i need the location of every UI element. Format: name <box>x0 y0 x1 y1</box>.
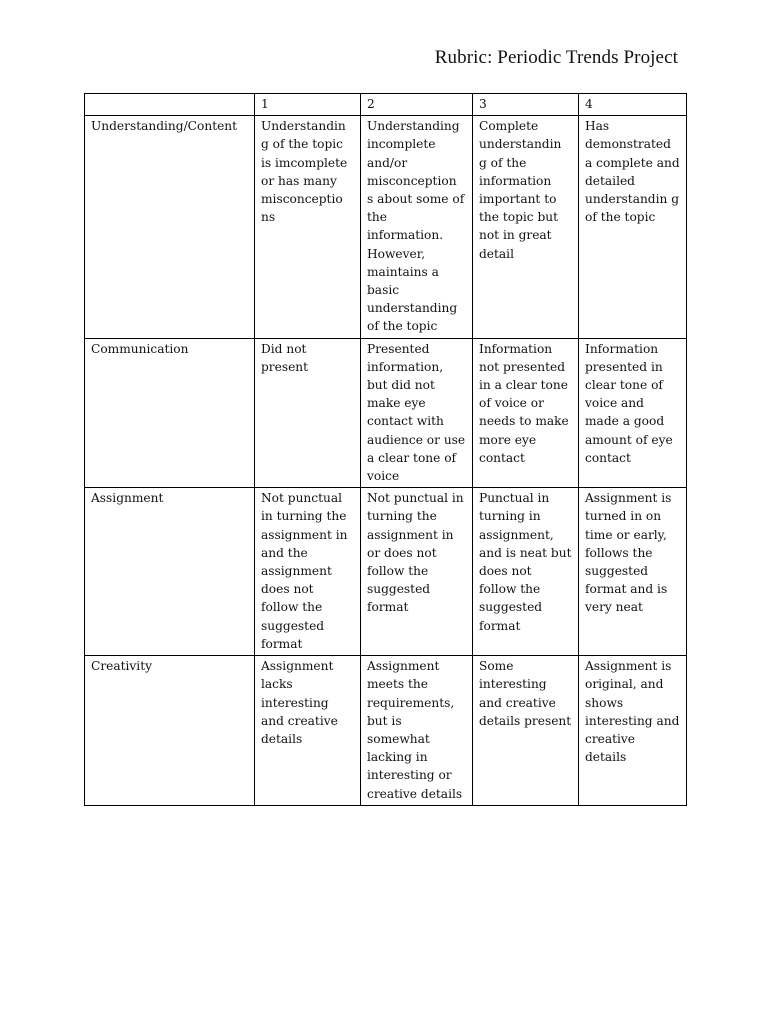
rubric-row-assignment <box>85 488 687 656</box>
rubric-table <box>84 93 687 806</box>
rubric-cell-score-2: Assignment meets the requirements, but is somewhat lacking in interesting or creative details <box>361 656 473 806</box>
criterion-label: Assignment <box>85 488 255 656</box>
rubric-cell-score-2: Understanding incomplete and/or misconception s about some of the information. However, maintains a basic understanding of the topic <box>361 116 473 338</box>
rubric-cell-score-4: Assignment is original, and shows interesting and creative details <box>579 656 687 806</box>
rubric-cell-score-1: Not punctual in turning the assignment in and the assignment does not follow the suggested format <box>255 488 361 656</box>
header-cell-criterion <box>85 94 255 116</box>
header-cell-score-1: 1 <box>255 94 361 116</box>
rubric-row-creativity <box>85 656 687 806</box>
rubric-row-understanding <box>85 116 687 338</box>
criterion-label: Creativity <box>85 656 255 806</box>
rubric-cell-score-4: Has demonstrated a complete and detailed understandin g of the topic <box>579 116 687 338</box>
header-cell-score-3: 3 <box>473 94 579 116</box>
rubric-header-row <box>85 94 687 116</box>
rubric-cell-score-1: Assignment lacks interesting and creative details <box>255 656 361 806</box>
rubric-cell-score-1: Did not present <box>255 338 361 488</box>
rubric-cell-score-4: Assignment is turned in on time or early, follows the suggested format and is very neat <box>579 488 687 656</box>
rubric-cell-score-2: Not punctual in turning the assignment in or does not follow the suggested format <box>361 488 473 656</box>
rubric-cell-score-2: Presented information, but did not make eye contact with audience or use a clear tone of voice <box>361 338 473 488</box>
criterion-label: Communication <box>85 338 255 488</box>
rubric-cell-score-4: Information presented in clear tone of voice and made a good amount of eye contact <box>579 338 687 488</box>
header-cell-score-2: 2 <box>361 94 473 116</box>
criterion-label: Understanding/Content <box>85 116 255 338</box>
header-cell-score-4: 4 <box>579 94 687 116</box>
page-title: Rubric: Periodic Trends Project <box>434 47 678 68</box>
rubric-cell-score-3: Some interesting and creative details present <box>473 656 579 806</box>
rubric-cell-score-3: Complete understandin g of the information important to the topic but not in great detail <box>473 116 579 338</box>
rubric-cell-score-1: Understandin g of the topic is imcomplete or has many misconceptio ns <box>255 116 361 338</box>
rubric-row-communication <box>85 338 687 488</box>
rubric-cell-score-3: Information not presented in a clear tone of voice or needs to make more eye contact <box>473 338 579 488</box>
rubric-cell-score-3: Punctual in turning in assignment, and is neat but does not follow the suggested format <box>473 488 579 656</box>
